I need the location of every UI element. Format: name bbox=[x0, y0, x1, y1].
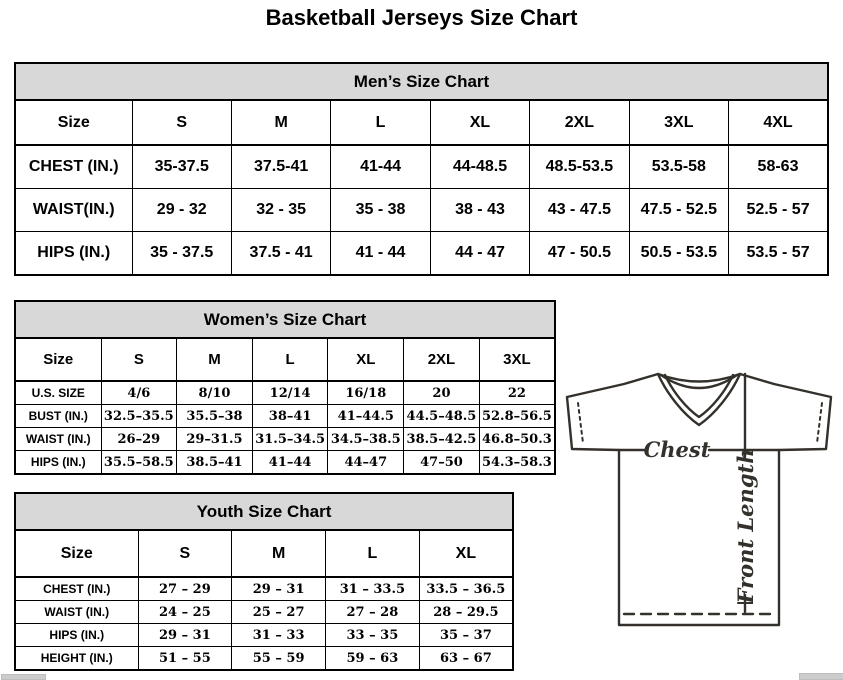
value-cell: 48.5-53.5 bbox=[530, 145, 629, 189]
column-header: S bbox=[132, 100, 231, 145]
value-cell: 51 – 55 bbox=[138, 647, 232, 671]
value-cell: 32.5–35.5 bbox=[101, 405, 177, 428]
table-row bbox=[15, 647, 513, 671]
value-cell: 31.5–34.5 bbox=[252, 428, 328, 451]
value-cell: 34.5–38.5 bbox=[328, 428, 404, 451]
value-cell: 38–41 bbox=[252, 405, 328, 428]
column-header: L bbox=[326, 530, 420, 577]
value-cell: 8/10 bbox=[177, 381, 253, 405]
column-header: Size bbox=[15, 100, 132, 145]
column-header: L bbox=[252, 338, 328, 381]
youth-table-title: Youth Size Chart bbox=[15, 493, 513, 530]
jersey-diagram bbox=[557, 362, 843, 662]
value-cell: 44.5–48.5 bbox=[404, 405, 480, 428]
value-cell: 31 – 33 bbox=[232, 624, 326, 647]
value-cell: 33.5 – 36.5 bbox=[419, 577, 513, 601]
table-row bbox=[15, 189, 828, 232]
value-cell: 47.5 - 52.5 bbox=[629, 189, 728, 232]
value-cell: 35 – 37 bbox=[419, 624, 513, 647]
table-row bbox=[15, 428, 555, 451]
value-cell: 29 – 31 bbox=[138, 624, 232, 647]
column-header: XL bbox=[419, 530, 513, 577]
row-label: WAIST(IN.) bbox=[15, 189, 132, 232]
value-cell: 24 – 25 bbox=[138, 601, 232, 624]
value-cell: 47 - 50.5 bbox=[530, 232, 629, 276]
value-cell: 12/14 bbox=[252, 381, 328, 405]
value-cell: 35 - 37.5 bbox=[132, 232, 231, 276]
column-header: L bbox=[331, 100, 430, 145]
column-header: XL bbox=[430, 100, 529, 145]
column-header: 3XL bbox=[629, 100, 728, 145]
column-header: 3XL bbox=[479, 338, 555, 381]
value-cell: 35.5–58.5 bbox=[101, 451, 177, 475]
value-cell: 59 – 63 bbox=[326, 647, 420, 671]
value-cell: 27 – 28 bbox=[326, 601, 420, 624]
value-cell: 22 bbox=[479, 381, 555, 405]
value-cell: 41–44.5 bbox=[328, 405, 404, 428]
mens-size-table bbox=[14, 62, 829, 276]
value-cell: 52.8–56.5 bbox=[479, 405, 555, 428]
value-cell: 38.5–41 bbox=[177, 451, 253, 475]
column-header: Size bbox=[15, 530, 138, 577]
value-cell: 31 – 33.5 bbox=[326, 577, 420, 601]
column-header: M bbox=[177, 338, 253, 381]
value-cell: 44-48.5 bbox=[430, 145, 529, 189]
value-cell: 50.5 - 53.5 bbox=[629, 232, 728, 276]
value-cell: 35-37.5 bbox=[132, 145, 231, 189]
row-label: HIPS (IN.) bbox=[15, 232, 132, 276]
row-label: CHEST (IN.) bbox=[15, 577, 138, 601]
table-title-row bbox=[15, 301, 555, 338]
value-cell: 55 – 59 bbox=[232, 647, 326, 671]
value-cell: 52.5 - 57 bbox=[729, 189, 828, 232]
column-header: M bbox=[232, 530, 326, 577]
column-header-row bbox=[15, 100, 828, 145]
table-row bbox=[15, 381, 555, 405]
value-cell: 47–50 bbox=[404, 451, 480, 475]
table-title-row bbox=[15, 493, 513, 530]
value-cell: 54.3–58.3 bbox=[479, 451, 555, 475]
mens-table-title: Men’s Size Chart bbox=[15, 63, 828, 100]
table-row bbox=[15, 145, 828, 189]
row-label: U.S. SIZE bbox=[15, 381, 101, 405]
value-cell: 16/18 bbox=[328, 381, 404, 405]
column-header: XL bbox=[328, 338, 404, 381]
column-header-row bbox=[15, 338, 555, 381]
youth-size-table bbox=[14, 492, 514, 671]
table-title-row bbox=[15, 63, 828, 100]
table-row bbox=[15, 232, 828, 276]
value-cell: 38.5–42.5 bbox=[404, 428, 480, 451]
womens-table-title: Women’s Size Chart bbox=[15, 301, 555, 338]
value-cell: 41-44 bbox=[331, 145, 430, 189]
value-cell: 41 - 44 bbox=[331, 232, 430, 276]
value-cell: 43 - 47.5 bbox=[530, 189, 629, 232]
row-label: HIPS (IN.) bbox=[15, 451, 101, 475]
value-cell: 35 - 38 bbox=[331, 189, 430, 232]
table-row bbox=[15, 601, 513, 624]
value-cell: 37.5-41 bbox=[231, 145, 330, 189]
column-header: S bbox=[101, 338, 177, 381]
value-cell: 44 - 47 bbox=[430, 232, 529, 276]
table-row bbox=[15, 451, 555, 475]
value-cell: 35.5–38 bbox=[177, 405, 253, 428]
value-cell: 58-63 bbox=[729, 145, 828, 189]
row-label: HEIGHT (IN.) bbox=[15, 647, 138, 671]
column-header-row bbox=[15, 530, 513, 577]
row-label: BUST (IN.) bbox=[15, 405, 101, 428]
value-cell: 63 – 67 bbox=[419, 647, 513, 671]
page-title: Basketball Jerseys Size Chart bbox=[265, 5, 578, 30]
value-cell: 28 – 29.5 bbox=[419, 601, 513, 624]
value-cell: 4/6 bbox=[101, 381, 177, 405]
row-label: WAIST (IN.) bbox=[15, 428, 101, 451]
table-row bbox=[15, 624, 513, 647]
value-cell: 26–29 bbox=[101, 428, 177, 451]
value-cell: 38 - 43 bbox=[430, 189, 529, 232]
value-cell: 27 – 29 bbox=[138, 577, 232, 601]
row-label: WAIST (IN.) bbox=[15, 601, 138, 624]
value-cell: 25 – 27 bbox=[232, 601, 326, 624]
value-cell: 29 - 32 bbox=[132, 189, 231, 232]
column-header: Size bbox=[15, 338, 101, 381]
row-label: CHEST (IN.) bbox=[15, 145, 132, 189]
column-header: S bbox=[138, 530, 232, 577]
table-row bbox=[15, 405, 555, 428]
value-cell: 53.5-58 bbox=[629, 145, 728, 189]
womens-size-table bbox=[14, 300, 556, 475]
value-cell: 37.5 - 41 bbox=[231, 232, 330, 276]
scrollbar-fragment-left[interactable] bbox=[1, 674, 46, 680]
sleeve-hem-dash-left bbox=[578, 403, 583, 443]
sleeve-hem-dash-right bbox=[817, 403, 822, 443]
table-row bbox=[15, 577, 513, 601]
value-cell: 33 – 35 bbox=[326, 624, 420, 647]
column-header: 2XL bbox=[530, 100, 629, 145]
value-cell: 29 – 31 bbox=[232, 577, 326, 601]
value-cell: 53.5 - 57 bbox=[729, 232, 828, 276]
column-header: M bbox=[231, 100, 330, 145]
value-cell: 41–44 bbox=[252, 451, 328, 475]
jersey-outline-path bbox=[567, 374, 831, 625]
value-cell: 32 - 35 bbox=[231, 189, 330, 232]
value-cell: 46.8–50.3 bbox=[479, 428, 555, 451]
column-header: 4XL bbox=[729, 100, 828, 145]
value-cell: 44–47 bbox=[328, 451, 404, 475]
chest-label: Chest bbox=[643, 437, 711, 462]
row-label: HIPS (IN.) bbox=[15, 624, 138, 647]
value-cell: 29–31.5 bbox=[177, 428, 253, 451]
column-header: 2XL bbox=[404, 338, 480, 381]
front-length-label: Front Length bbox=[733, 448, 758, 604]
value-cell: 20 bbox=[404, 381, 480, 405]
